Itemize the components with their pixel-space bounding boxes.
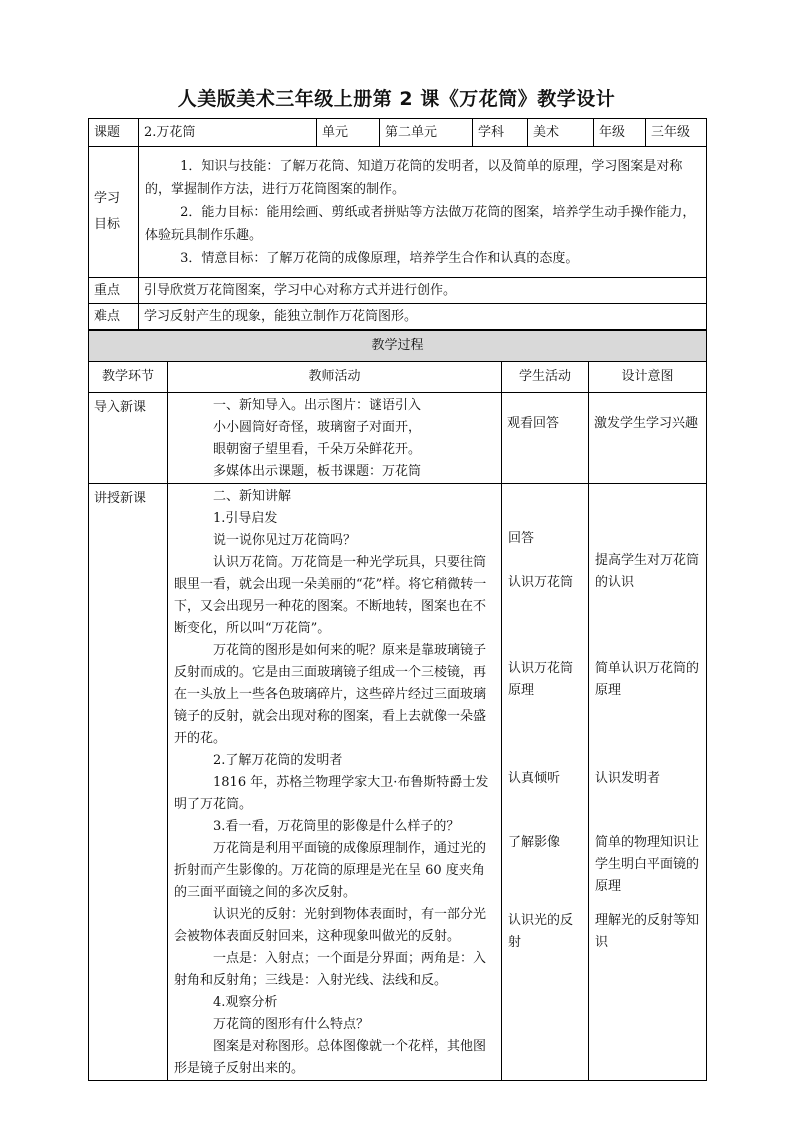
lecture-teacher-line: 万花筒的图形有什么特点？ <box>213 1017 370 1032</box>
objectives-label-line2: 目标 <box>94 217 121 232</box>
process-header: 教学过程 <box>89 331 707 362</box>
intro-teacher-line: 小小圆筒好奇怪，玻璃窗子对面开， <box>213 420 422 435</box>
lecture-teacher-line: 认识万花筒。万花筒是一种光学玩具，只要往筒眼里一看，就会出现一朵美丽的“花”样。将它稍微转一下，又会出现另一种花的图案。不断地转，图案也在不断变化，所以叫“万花筒”。 <box>174 555 487 636</box>
column-header-student: 学生活动 <box>502 362 589 393</box>
objectives-body <box>139 147 707 278</box>
lecture-teacher-line: 图案是对称图形。总体图像就一个花样，其他图形是镜子反射出来的。 <box>174 1039 487 1076</box>
lecture-teacher-line: 1816 年，苏格兰物理学家大卫·布鲁斯特爵士发明了万花筒。 <box>174 775 489 812</box>
lecture-teacher-line: 二、新知讲解 <box>213 489 292 504</box>
column-header-stage: 教学环节 <box>89 362 168 393</box>
lecture-intent <box>589 484 707 1081</box>
subject-value: 美术 <box>528 119 594 147</box>
lecture-teacher-line: 说一说你见过万花筒吗？ <box>213 533 357 548</box>
lecture-teacher-line: 1.引导启发 <box>213 511 278 526</box>
intro-row <box>89 393 707 484</box>
lecture-intent-item: 简单认识万花筒的原理 <box>595 661 700 698</box>
lecture-student <box>502 484 589 1081</box>
key-point-row <box>89 278 707 304</box>
lecture-student-item: 了解影像 <box>508 835 561 850</box>
difficulty-value: 学习反射产生的现象，能独立制作万花筒图形。 <box>139 304 707 330</box>
lecture-intent-item: 认识发明者 <box>595 771 661 786</box>
intro-teacher-line: 多媒体出示课题，板书课题：万花筒 <box>213 464 422 479</box>
difficulty-label: 难点 <box>89 304 139 330</box>
lecture-student-item: 认识光的反射 <box>508 913 574 950</box>
column-header-intent: 设计意图 <box>589 362 707 393</box>
key-point-label: 重点 <box>89 278 139 304</box>
lesson-info-table <box>88 118 707 330</box>
lecture-teacher-line: 3.看一看，万花筒里的影像是什么样子的？ <box>213 819 460 834</box>
lecture-stage: 讲授新课 <box>89 484 168 1081</box>
objectives-row <box>89 147 707 278</box>
document-title: 人美版美术三年级上册第 2 课《万花筒》教学设计 <box>177 88 616 110</box>
lecture-intent-item: 提高学生对万花筒的认识 <box>595 553 700 590</box>
teaching-process-table <box>88 330 707 1081</box>
grade-value: 三年级 <box>646 119 707 147</box>
intro-stage: 导入新课 <box>89 393 168 484</box>
objective-item: 1．知识与技能：了解万花筒、知道万花筒的发明者，以及简单的原理，学习图案是对称的，掌握制作方法，进行万花筒图案的制作。 <box>145 158 683 197</box>
objective-item: 3．情意目标：了解万花筒的成像原理，培养学生合作和认真的态度。 <box>180 250 579 266</box>
lecture-student-item: 认识万花筒 <box>508 575 574 590</box>
lecture-teacher-line: 一点是：入射点；一个面是分界面；两角是：入射角和反射角；三线是：入射光线、法线和反。 <box>174 951 487 988</box>
objective-item: 2．能力目标：能用绘画、剪纸或者拼贴等方法做万花筒的图案，培养学生动手操作能力，体验玩具制作乐趣。 <box>145 204 696 243</box>
column-header-row <box>89 362 707 393</box>
grade-label: 年级 <box>594 119 646 147</box>
topic-label: 课题 <box>89 119 139 147</box>
process-header-row <box>89 331 707 362</box>
topic-value: 2.万花筒 <box>139 119 317 147</box>
lecture-student-item: 认真倾听 <box>508 771 561 786</box>
lecture-intent-item: 理解光的反射等知识 <box>595 913 700 950</box>
lecture-row <box>89 484 707 1081</box>
intro-teacher-line: 一、新知导入。出示图片：谜语引入 <box>213 398 422 413</box>
lecture-teacher-line: 4.观察分析 <box>213 995 278 1010</box>
lecture-intent-item: 简单的物理知识让学生明白平面镜的原理 <box>595 835 700 894</box>
unit-label: 单元 <box>317 119 380 147</box>
key-point-value: 引导欣赏万花筒图案，学习中心对称方式并进行创作。 <box>139 278 707 304</box>
objectives-label <box>89 147 139 278</box>
intro-teacher <box>168 393 502 484</box>
lecture-teacher-line: 认识光的反射：光射到物体表面时，有一部分光会被物体表面反射回来，这种现象叫做光的反射。 <box>174 907 487 944</box>
difficulty-row <box>89 304 707 330</box>
lecture-teacher-line: 万花筒的图形是如何来的呢？原来是靠玻璃镜子反射而成的。它是由三面玻璃镜子组成一个三棱镜，再在一头放上一些各色玻璃碎片，这些碎片经过三面玻璃镜子的反射，就会出现对称的图案，看上去就像一朵盛开的花。 <box>174 643 487 746</box>
unit-value: 第二单元 <box>380 119 473 147</box>
lecture-teacher <box>168 484 502 1081</box>
subject-label: 学科 <box>473 119 528 147</box>
lecture-teacher-line: 万花筒是利用平面镜的成像原理制作，通过光的折射而产生影像的。万花筒的原理是光在呈 60 度夹角的三面平面镜之间的多次反射。 <box>174 841 487 900</box>
intro-intent: 激发学生学习兴趣 <box>589 393 707 484</box>
objectives-label-line1: 学习 <box>94 191 121 206</box>
info-row <box>89 119 707 147</box>
intro-teacher-line: 眼朝窗子望里看，千朵万朵鲜花开。 <box>213 442 422 457</box>
column-header-teacher: 教师活动 <box>168 362 502 393</box>
lecture-student-item: 回答 <box>508 531 535 546</box>
lecture-student-item: 认识万花筒原理 <box>508 661 574 698</box>
lecture-teacher-line: 2.了解万花筒的发明者 <box>213 753 343 768</box>
intro-student: 观看回答 <box>502 393 589 484</box>
